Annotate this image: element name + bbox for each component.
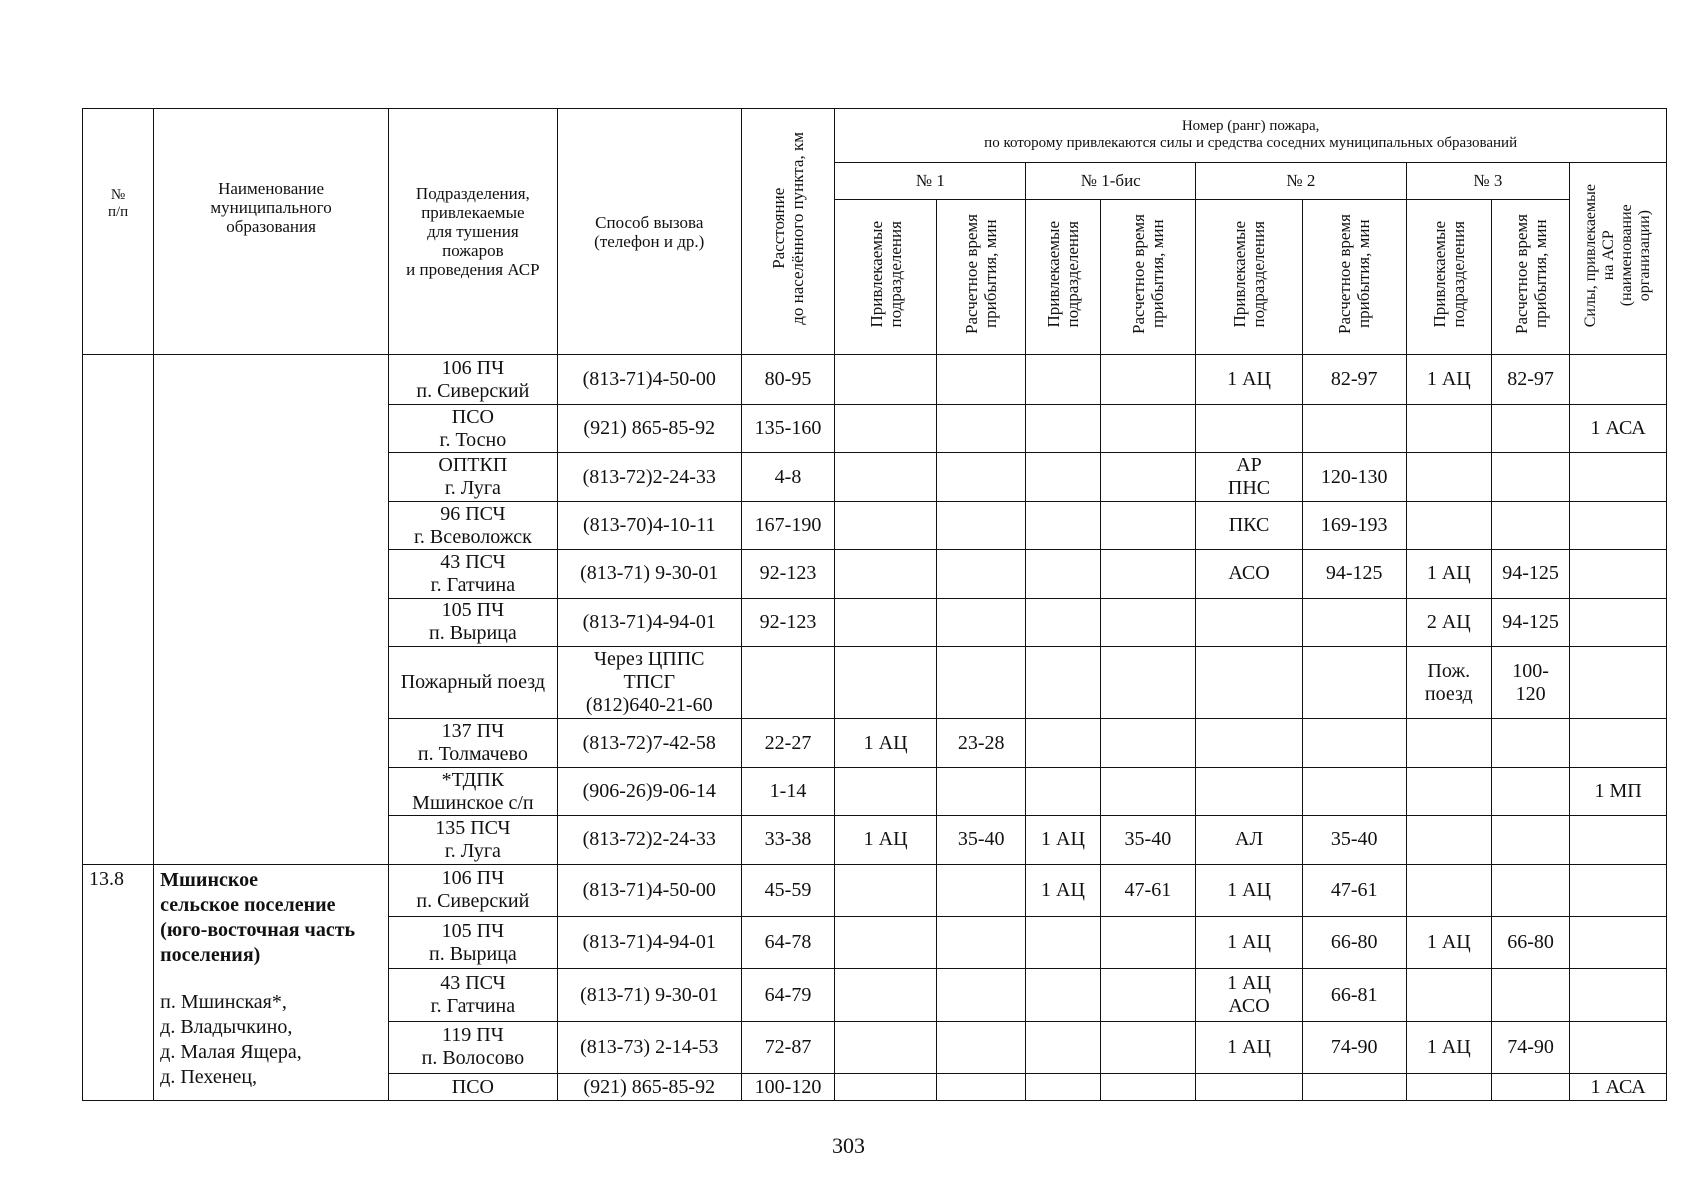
rank3-time-cell: 82-97 [1491,355,1569,404]
rank1bis-time-cell [1100,501,1196,549]
rank2-time-cell [1302,1074,1406,1101]
rank1-time-cell [936,1021,1025,1073]
rank2-units-cell [1196,404,1303,452]
rank1-units-cell [835,355,937,404]
asr-cell [1570,550,1667,598]
phone-cell: (813-71)4-94-01 [557,598,741,646]
col-header-mo-name: Наименование муниципального образования [154,109,389,355]
rank1bis-units-cell: 1 АЦ [1026,864,1100,916]
rank1-time-cell [936,767,1025,815]
rank1bis-units-cell [1026,355,1100,404]
rank1-units-cell [835,550,937,598]
rank1bis-units-cell [1026,501,1100,549]
rank1-units-cell [835,1021,937,1073]
rank1-units-cell [835,598,937,646]
rank2-time-cell: 120-130 [1302,453,1406,501]
col-header-distance: Расстояние до населённого пункта, км [741,109,835,355]
rank1bis-units-cell [1026,1074,1100,1101]
rank1-units-cell [835,453,937,501]
rank2-time-cell: 82-97 [1302,355,1406,404]
rank1-time-cell: 35-40 [936,816,1025,864]
rank3-units-cell [1406,501,1491,549]
rank-2-units-header: Привлекаемые подразделения [1196,199,1303,355]
phone-cell: (813-73) 2-14-53 [557,1021,741,1073]
rank1bis-units-cell [1026,719,1100,767]
phone-cell: (813-72)2-24-33 [557,816,741,864]
unit-cell: 43 ПСЧ г. Гатчина [389,550,558,598]
section-places: п. Мшинская*, д. Владычкино, д. Малая Ящера, д. Пехенец, [160,990,302,1088]
phone-cell: (921) 865-85-92 [557,404,741,452]
rank2-time-cell: 35-40 [1302,816,1406,864]
distance-cell: 92-123 [741,598,835,646]
unit-cell: 96 ПСЧ г. Всеволожск [389,501,558,549]
rank1-time-cell [936,647,1025,719]
unit-cell: ОПТКП г. Луга [389,453,558,501]
rank1bis-time-cell [1100,1021,1196,1073]
phone-cell: (813-71) 9-30-01 [557,969,741,1021]
rank2-units-cell: АСО [1196,550,1303,598]
rank1bis-units-cell [1026,969,1100,1021]
rank-3-units-header: Привлекаемые подразделения [1406,199,1491,355]
rank2-time-cell: 66-81 [1302,969,1406,1021]
distance-cell: 135-160 [741,404,835,452]
rank2-units-cell: АЛ [1196,816,1303,864]
rank2-units-cell [1196,1074,1303,1101]
unit-cell: ПСО [389,1074,558,1101]
rank3-time-cell [1491,501,1569,549]
rank3-units-cell [1406,404,1491,452]
rank1-time-cell [936,404,1025,452]
rank1-units-cell: 1 АЦ [835,816,937,864]
phone-cell: (921) 865-85-92 [557,1074,741,1101]
phone-cell: (813-71)4-94-01 [557,917,741,969]
rank3-units-cell [1406,864,1491,916]
distance-cell: 1-14 [741,767,835,815]
table-row [83,355,1667,404]
rank2-units-cell [1196,598,1303,646]
rank1bis-time-cell: 47-61 [1100,864,1196,916]
rank3-units-cell [1406,453,1491,501]
rank1-units-cell [835,767,937,815]
rank1bis-units-cell [1026,453,1100,501]
rank1bis-units-cell [1026,404,1100,452]
distance-cell: 33-38 [741,816,835,864]
rank2-units-cell: 1 АЦ [1196,355,1303,404]
rank1bis-units-cell [1026,598,1100,646]
section-mo-name: Мшинское сельское поселение (юго-восточная часть поселения) [160,868,356,966]
rank3-units-cell: 2 АЦ [1406,598,1491,646]
asr-cell: 1 МП [1570,767,1667,815]
rank-1bis-header: № 1-бис [1026,162,1196,199]
asr-cell [1570,647,1667,719]
phone-cell: (813-71)4-50-00 [557,864,741,916]
rank2-time-cell: 47-61 [1302,864,1406,916]
rank3-units-cell: 1 АЦ [1406,355,1491,404]
rank3-time-cell [1491,767,1569,815]
asr-cell: 1 АСА [1570,404,1667,452]
rank1-time-cell [936,598,1025,646]
rank3-time-cell [1491,1074,1569,1101]
unit-cell: 43 ПСЧ г. Гатчина [389,969,558,1021]
rank1-time-cell [936,1074,1025,1101]
rank1-units-cell [835,647,937,719]
unit-cell: 106 ПЧ п. Сиверский [389,864,558,916]
phone-cell: (906-26)9-06-14 [557,767,741,815]
rank1-time-cell [936,453,1025,501]
rank3-units-cell [1406,719,1491,767]
unit-cell: 106 ПЧ п. Сиверский [389,355,558,404]
rank3-time-cell [1491,719,1569,767]
rank3-units-cell [1406,816,1491,864]
rank3-units-cell [1406,969,1491,1021]
rank1bis-units-cell [1026,1021,1100,1073]
rank-1bis-units-header: Привлекаемые подразделения [1026,199,1100,355]
asr-cell [1570,719,1667,767]
unit-cell: 105 ПЧ п. Вырица [389,917,558,969]
rank-3-time-header: Расчетное время прибытия, мин [1491,199,1569,355]
rank2-time-cell [1302,598,1406,646]
asr-cell [1570,501,1667,549]
phone-cell: (813-71) 9-30-01 [557,550,741,598]
unit-cell: Пожарный поезд [389,647,558,719]
rank1bis-time-cell [1100,767,1196,815]
rank1bis-time-cell [1100,355,1196,404]
rank2-time-cell: 169-193 [1302,501,1406,549]
prev-num-cell [83,355,154,864]
page-number: 303 [832,1133,865,1158]
distance-cell [741,647,835,719]
rank1bis-time-cell [1100,1074,1196,1101]
phone-cell: (813-71)4-50-00 [557,355,741,404]
distance-cell: 22-27 [741,719,835,767]
distance-cell: 64-79 [741,969,835,1021]
rank3-units-cell: Пож. поезд [1406,647,1491,719]
rank3-units-cell: 1 АЦ [1406,1021,1491,1073]
asr-cell: 1 АСА [1570,1074,1667,1101]
rank2-time-cell: 74-90 [1302,1021,1406,1073]
rank1bis-time-cell [1100,404,1196,452]
rank1bis-units-cell [1026,767,1100,815]
fire-forces-table [82,108,1667,1101]
rank1bis-time-cell: 35-40 [1100,816,1196,864]
distance-cell: 80-95 [741,355,835,404]
rank1-time-cell [936,969,1025,1021]
section-mo-cell [154,864,389,1100]
asr-cell [1570,355,1667,404]
distance-cell: 72-87 [741,1021,835,1073]
unit-cell: 105 ПЧ п. Вырица [389,598,558,646]
rank3-time-cell: 66-80 [1491,917,1569,969]
rank2-units-cell: 1 АЦ АСО [1196,969,1303,1021]
rank2-time-cell: 66-80 [1302,917,1406,969]
unit-cell: 135 ПСЧ г. Луга [389,816,558,864]
unit-cell: ПСО г. Тосно [389,404,558,452]
rank3-units-cell [1406,1074,1491,1101]
rank2-time-cell [1302,404,1406,452]
rank1-units-cell: 1 АЦ [835,719,937,767]
rank3-time-cell: 94-125 [1491,550,1569,598]
rank2-units-cell [1196,719,1303,767]
rank3-time-cell: 94-125 [1491,598,1569,646]
rank2-units-cell: АР ПНС [1196,453,1303,501]
unit-cell: 119 ПЧ п. Волосово [389,1021,558,1073]
rank3-time-cell [1491,864,1569,916]
rank1-units-cell [835,1074,937,1101]
table-row [83,864,1667,916]
col-header-call: Способ вызова (телефон и др.) [557,109,741,355]
rank1-time-cell [936,864,1025,916]
phone-cell: (813-70)4-10-11 [557,501,741,549]
col-header-fire-rank: Номер (ранг) пожара, по которому привлекаются силы и средства соседних муниципальных образований [835,109,1667,163]
rank-1-units-header: Привлекаемые подразделения [835,199,937,355]
distance-cell: 100-120 [741,1074,835,1101]
rank2-units-cell [1196,647,1303,719]
header-row-1 [83,109,1667,163]
rank1bis-units-cell [1026,917,1100,969]
asr-cell [1570,816,1667,864]
asr-cell [1570,969,1667,1021]
rank1-units-cell [835,404,937,452]
rank1-units-cell [835,864,937,916]
asr-cell [1570,453,1667,501]
prev-mo-cell [154,355,389,864]
distance-cell: 167-190 [741,501,835,549]
rank-1-time-header: Расчетное время прибытия, мин [936,199,1025,355]
rank3-time-cell: 100- 120 [1491,647,1569,719]
rank1bis-units-cell [1026,550,1100,598]
rank2-units-cell [1196,767,1303,815]
rank3-units-cell: 1 АЦ [1406,917,1491,969]
rank-3-header: № 3 [1406,162,1570,199]
distance-cell: 4-8 [741,453,835,501]
col-header-num: № п/п [83,109,154,355]
rank3-time-cell [1491,404,1569,452]
rank2-time-cell [1302,719,1406,767]
rank-1bis-time-header: Расчетное время прибытия, мин [1100,199,1196,355]
rank2-units-cell: 1 АЦ [1196,917,1303,969]
rank1bis-time-cell [1100,453,1196,501]
rank1-time-cell [936,355,1025,404]
phone-cell: (813-72)7-42-58 [557,719,741,767]
rank-2-time-header: Расчетное время прибытия, мин [1302,199,1406,355]
rank1bis-time-cell [1100,917,1196,969]
asr-cell [1570,917,1667,969]
phone-cell: (813-72)2-24-33 [557,453,741,501]
rank2-units-cell: 1 АЦ [1196,1021,1303,1073]
rank1bis-time-cell [1100,719,1196,767]
rank1bis-time-cell [1100,969,1196,1021]
asr-cell [1570,1021,1667,1073]
rank1bis-time-cell [1100,598,1196,646]
distance-cell: 45-59 [741,864,835,916]
table-body [83,109,1667,1101]
rank3-units-cell [1406,767,1491,815]
rank3-time-cell [1491,969,1569,1021]
col-header-asr: Силы, привлекаемые на АСР (наименование организации) [1570,162,1667,355]
rank2-units-cell: ПКС [1196,501,1303,549]
rank1-time-cell [936,501,1025,549]
rank1-units-cell [835,501,937,549]
rank3-time-cell [1491,816,1569,864]
rank1-time-cell [936,550,1025,598]
rank1bis-time-cell [1100,647,1196,719]
distance-cell: 92-123 [741,550,835,598]
rank1-units-cell [835,917,937,969]
rank2-time-cell [1302,767,1406,815]
unit-cell: 137 ПЧ п. Толмачево [389,719,558,767]
rank1-time-cell [936,917,1025,969]
section-number: 13.8 [83,864,154,1100]
phone-cell: Через ЦППС ТПСГ (812)640-21-60 [557,647,741,719]
rank3-time-cell [1491,453,1569,501]
asr-cell [1570,598,1667,646]
rank1bis-units-cell: 1 АЦ [1026,816,1100,864]
rank3-time-cell: 74-90 [1491,1021,1569,1073]
rank2-time-cell [1302,647,1406,719]
asr-cell [1570,864,1667,916]
rank1bis-units-cell [1026,647,1100,719]
rank3-units-cell: 1 АЦ [1406,550,1491,598]
distance-cell: 64-78 [741,917,835,969]
rank2-units-cell: 1 АЦ [1196,864,1303,916]
col-header-units: Подразделения, привлекаемые для тушения пожаров и проведения АСР [389,109,558,355]
rank1-time-cell: 23-28 [936,719,1025,767]
rank2-time-cell: 94-125 [1302,550,1406,598]
rank1-units-cell [835,969,937,1021]
unit-cell: *ТДПК Мшинское с/п [389,767,558,815]
rank-2-header: № 2 [1196,162,1406,199]
rank-1-header: № 1 [835,162,1026,199]
rank1bis-time-cell [1100,550,1196,598]
